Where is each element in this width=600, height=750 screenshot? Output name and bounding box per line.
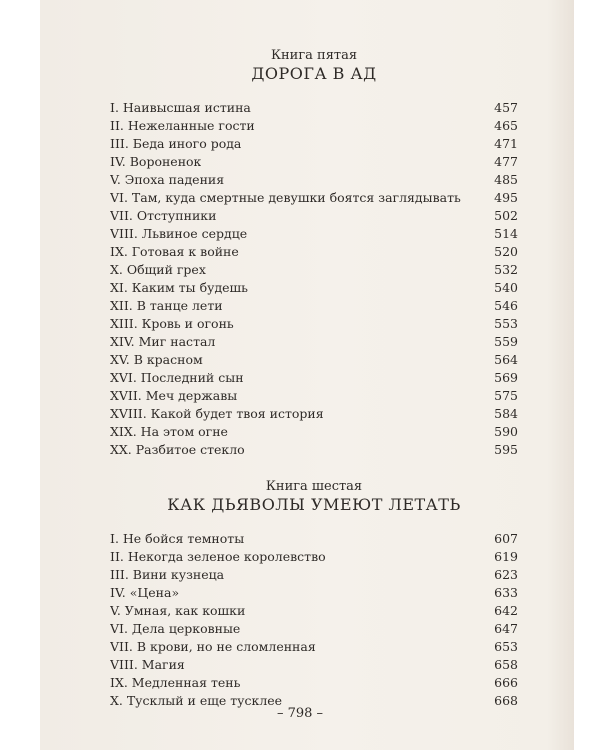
- table-of-contents: [110, 48, 518, 710]
- toc-leader: [251, 237, 488, 238]
- chapter-page-number: 642: [494, 603, 518, 618]
- book5-title: ДОРОГА В АД: [251, 64, 377, 83]
- toc-entry: [110, 315, 518, 333]
- chapter-page-number: 595: [494, 442, 518, 457]
- chapter-page-number: 647: [494, 621, 518, 636]
- chapter-title: XV. В красном: [110, 352, 203, 367]
- book5-label: Книга пятая: [270, 48, 358, 63]
- toc-leader: [228, 578, 488, 579]
- chapter-title: XVIII. Какой будет твоя история: [110, 406, 324, 421]
- chapter-title: II. Некогда зеленое королевство: [110, 549, 326, 564]
- chapter-page-number: 502: [494, 208, 518, 223]
- chapter-title: VIII. Магия: [110, 657, 185, 672]
- toc-leader: [328, 417, 488, 418]
- chapter-title: XVII. Меч державы: [110, 388, 238, 403]
- chapter-title: XIV. Миг настал: [110, 334, 216, 349]
- toc-entry: [110, 99, 518, 117]
- toc-entry: [110, 117, 518, 135]
- book6-title: КАК ДЬЯВОЛЫ УМЕЮТ ЛЕТАТЬ: [167, 495, 461, 514]
- chapter-page-number: 619: [494, 549, 518, 564]
- chapter-page-number: 520: [494, 244, 518, 259]
- toc-leader: [259, 129, 488, 130]
- chapter-page-number: 559: [494, 334, 518, 349]
- toc-leader: [228, 183, 488, 184]
- toc-leader: [244, 632, 488, 633]
- toc-leader: [232, 435, 488, 436]
- toc-leader: [248, 381, 488, 382]
- toc-entry: [110, 189, 518, 207]
- chapter-title: VI. Там, куда смертные девушки боятся заглядывать: [110, 190, 461, 205]
- toc-leader: [207, 363, 488, 364]
- toc-entry: [110, 602, 518, 620]
- chapter-page-number: 532: [494, 262, 518, 277]
- toc-leader: [238, 327, 488, 328]
- toc-entry: [110, 135, 518, 153]
- chapter-title: XVI. Последний сын: [110, 370, 244, 385]
- toc-entry: [110, 674, 518, 692]
- toc-leader: [248, 542, 488, 543]
- chapter-page-number: 485: [494, 172, 518, 187]
- chapter-title: III. Беда иного рода: [110, 136, 242, 151]
- book6-label: Книга шестая: [265, 479, 363, 494]
- chapter-title: XI. Каким ты будешь: [110, 280, 248, 295]
- chapter-title: IV. «Цена»: [110, 585, 180, 600]
- toc-entry: [110, 405, 518, 423]
- toc-entry: [110, 171, 518, 189]
- toc-entry: [110, 261, 518, 279]
- chapter-page-number: 590: [494, 424, 518, 439]
- toc-entry: [110, 333, 518, 351]
- chapter-title: I. Не бойся темноты: [110, 531, 245, 546]
- toc-leader: [255, 111, 488, 112]
- chapter-page-number: 658: [494, 657, 518, 672]
- chapter-title: II. Нежеланные гости: [110, 118, 255, 133]
- chapter-title: V. Умная, как кошки: [110, 603, 246, 618]
- toc-entry: [110, 638, 518, 656]
- toc-entry: [110, 279, 518, 297]
- toc-leader: [220, 219, 488, 220]
- toc-entry: [110, 351, 518, 369]
- toc-entry: [110, 584, 518, 602]
- chapter-title: X. Тусклый и еще тусклее: [110, 693, 283, 708]
- chapter-page-number: 465: [494, 118, 518, 133]
- chapter-page-number: 457: [494, 100, 518, 115]
- chapter-page-number: 495: [494, 190, 518, 205]
- toc-entry: [110, 548, 518, 566]
- toc-entry: [110, 387, 518, 405]
- chapter-title: XIX. На этом огне: [110, 424, 228, 439]
- chapter-page-number: 553: [494, 316, 518, 331]
- page-number: – 798 –: [276, 706, 324, 721]
- toc-leader: [244, 686, 488, 687]
- chapter-page-number: 668: [494, 693, 518, 708]
- toc-leader: [189, 668, 488, 669]
- chapter-page-number: 546: [494, 298, 518, 313]
- chapter-page-number: 564: [494, 352, 518, 367]
- chapter-title: IX. Готовая к войне: [110, 244, 239, 259]
- toc-entry: [110, 153, 518, 171]
- chapter-title: I. Наивысшая истина: [110, 100, 251, 115]
- chapter-title: X. Общий грех: [110, 262, 206, 277]
- toc-entry: [110, 207, 518, 225]
- toc-entry: [110, 620, 518, 638]
- chapter-title: XIII. Кровь и огонь: [110, 316, 234, 331]
- chapter-page-number: 653: [494, 639, 518, 654]
- toc-leader: [320, 650, 488, 651]
- toc-leader: [249, 614, 488, 615]
- toc-entry: [110, 423, 518, 441]
- toc-leader: [219, 345, 488, 346]
- chapter-page-number: 633: [494, 585, 518, 600]
- toc-entry: [110, 369, 518, 387]
- chapter-title: XII. В танце лети: [110, 298, 223, 313]
- chapter-title: V. Эпоха падения: [110, 172, 225, 187]
- toc-entry: [110, 530, 518, 548]
- chapter-page-number: 666: [494, 675, 518, 690]
- chapter-page-number: 471: [494, 136, 518, 151]
- toc-entry: [110, 441, 518, 459]
- toc-entry: [110, 243, 518, 261]
- toc-leader: [252, 291, 488, 292]
- chapter-title: III. Вини кузнеца: [110, 567, 225, 582]
- toc-entry: [110, 656, 518, 674]
- toc-entry: [110, 225, 518, 243]
- chapter-title: VIII. Львиное сердце: [110, 226, 248, 241]
- chapter-title: IX. Медленная тень: [110, 675, 241, 690]
- chapter-page-number: 514: [494, 226, 518, 241]
- chapter-title: IV. Вороненок: [110, 154, 202, 169]
- toc-leader: [183, 596, 488, 597]
- chapter-page-number: 540: [494, 280, 518, 295]
- toc-entry: [110, 566, 518, 584]
- book6-chapter-list: [110, 530, 518, 710]
- toc-leader: [330, 560, 488, 561]
- toc-leader: [205, 165, 488, 166]
- toc-entry: [110, 297, 518, 315]
- toc-leader: [465, 201, 488, 202]
- book5-chapter-list: [110, 99, 518, 459]
- toc-leader: [241, 399, 488, 400]
- chapter-title: VI. Дела церковные: [110, 621, 241, 636]
- toc-leader: [227, 309, 488, 310]
- chapter-title: VII. Отступники: [110, 208, 217, 223]
- chapter-page-number: 569: [494, 370, 518, 385]
- chapter-page-number: 584: [494, 406, 518, 421]
- chapter-page-number: 477: [494, 154, 518, 169]
- toc-leader: [245, 147, 488, 148]
- chapter-title: XX. Разбитое стекло: [110, 442, 245, 457]
- chapter-page-number: 607: [494, 531, 518, 546]
- toc-leader: [243, 255, 488, 256]
- chapter-page-number: 575: [494, 388, 518, 403]
- toc-leader: [286, 704, 488, 705]
- toc-leader: [249, 453, 488, 454]
- toc-leader: [210, 273, 488, 274]
- chapter-page-number: 623: [494, 567, 518, 582]
- chapter-title: VII. В крови, но не сломленная: [110, 639, 316, 654]
